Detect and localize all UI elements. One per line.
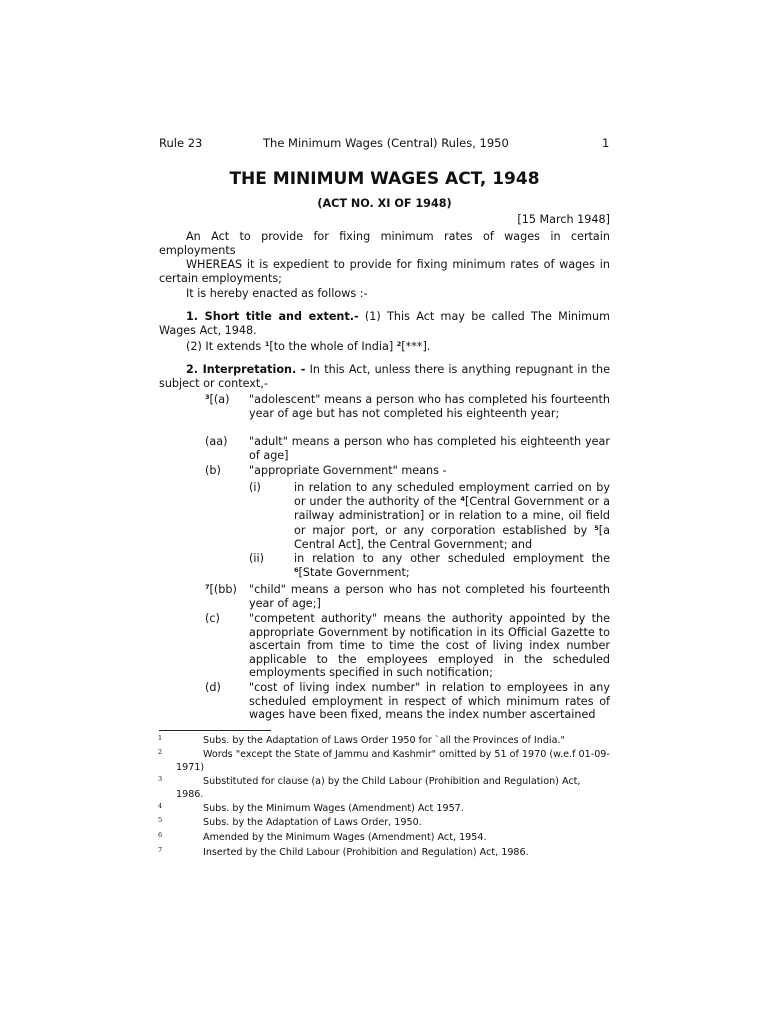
footnote-number: 3 xyxy=(158,775,163,783)
header-rule: Rule 23 xyxy=(159,136,203,150)
footnote-ref-5: 5 xyxy=(594,523,599,532)
clause-text: [State Government; xyxy=(298,565,410,579)
section-1 xyxy=(159,310,610,337)
footnote-number: 1 xyxy=(158,734,163,742)
clause-bb-term xyxy=(205,583,237,597)
clause-b-ii-text xyxy=(294,552,610,579)
clause-a-definition: "adolescent" means a person who has completed his fourteenth year of age but has not completed his eighteenth year; xyxy=(249,393,610,420)
footnote-ref-3: 3 xyxy=(205,393,210,401)
footnote-number: 7 xyxy=(158,846,163,854)
clause-b-term: (b) xyxy=(205,464,221,477)
section-2 xyxy=(159,363,610,390)
footnote-text: Subs. by the Minimum Wages (Amendment) Act 1957. xyxy=(203,803,464,814)
page-number: 1 xyxy=(602,136,610,150)
footnote-ref-2: 2 xyxy=(396,340,402,348)
clause-label: [(bb) xyxy=(209,583,237,596)
footnote-number: 6 xyxy=(158,831,163,839)
clause-b-i-label: (i) xyxy=(249,481,261,494)
preamble-line-3: It is hereby enacted as follows :- xyxy=(186,287,368,300)
footnote-number: 5 xyxy=(158,816,163,824)
clause-b-i-text xyxy=(294,481,610,552)
section-1-text: (1) This Act may be called The Minimum Wages Act, 1948. xyxy=(159,310,611,337)
clause-label: [(a) xyxy=(209,393,230,406)
footnote-ref-4: 4 xyxy=(460,495,465,504)
footnote-number: 2 xyxy=(158,748,163,756)
clause-aa-definition: "adult" means a person who has completed his eighteenth year of age] xyxy=(249,435,610,462)
footnote-text: Words "except the State of Jammu and Kashmir" omitted by 51 of 1970 (w.e.f 01-09-1971) xyxy=(176,749,610,773)
footnote-text: Substituted for clause (a) by the Child Labour (Prohibition and Regulation) Act, 1986. xyxy=(176,776,581,800)
enactment-date: [15 March 1948] xyxy=(517,213,610,226)
subsection-text: [to the whole of India] xyxy=(269,340,397,353)
clause-c-term: (c) xyxy=(205,612,220,625)
clause-b-definition: "appropriate Government" means - xyxy=(249,464,447,477)
clause-d-definition: "cost of living index number" in relation to employees in any scheduled employment in respect of which minimum rates of wages have been fixed, means the index number ascertained xyxy=(249,681,610,722)
header-title: The Minimum Wages (Central) Rules, 1950 xyxy=(263,136,509,150)
footnote-text: Subs. by the Adaptation of Laws Order, 1950. xyxy=(203,817,422,828)
subsection-text: (2) It extends xyxy=(186,340,265,353)
clause-a-term xyxy=(205,393,229,407)
section-2-heading: 2. Interpretation. - xyxy=(186,363,306,376)
clause-bb-definition: "child" means a person who has not completed his fourteenth year of age;] xyxy=(249,583,610,610)
section-1-heading: 1. Short title and extent.- xyxy=(186,310,359,323)
footnote-text: Amended by the Minimum Wages (Amendment) Act, 1954. xyxy=(203,832,487,843)
preamble-line-2: WHEREAS it is expedient to provide for fixing minimum rates of wages in certain employments; xyxy=(159,258,610,285)
section-2-text: In this Act, unless there is anything repugnant in the subject or context,- xyxy=(159,363,610,390)
act-number: (ACT NO. XI OF 1948) xyxy=(317,197,452,210)
footnote-ref-1: 1 xyxy=(264,340,270,348)
footnote-text: Subs. by the Adaptation of Laws Order 1950 for `all the Provinces of India." xyxy=(203,735,565,746)
footnote-text: Inserted by the Child Labour (Prohibition and Regulation) Act, 1986. xyxy=(203,847,529,858)
subsection-text: [***]. xyxy=(401,340,431,353)
footnote-separator xyxy=(159,730,271,731)
clause-text: [a Central Act], the Central Government; and xyxy=(294,523,610,551)
clause-c-definition: "competent authority" means the authority appointed by the appropriate Government by notification in its Official Gazette to ascertain from time to time the cost of living index number applicable to the employees employed in the scheduled employments specified in such notification; xyxy=(249,612,610,680)
footnote-ref-7: 7 xyxy=(205,583,210,591)
section-1-subsection-2 xyxy=(186,340,430,354)
clause-b-ii-label: (ii) xyxy=(249,552,264,565)
clause-d-term: (d) xyxy=(205,681,221,694)
clause-text: in relation to any other scheduled employment the xyxy=(294,552,610,565)
footnote-ref-6: 6 xyxy=(294,565,299,574)
document-title: THE MINIMUM WAGES ACT, 1948 xyxy=(229,169,540,189)
clause-text: in relation to any scheduled employment carried on by or under the authority of the xyxy=(294,481,610,509)
preamble-line-1: An Act to provide for fixing minimum rates of wages in certain employments xyxy=(159,230,610,257)
clause-text: [Central Government or a railway administration] or in relation to a mine, oil field or major port, or any corporation established by xyxy=(294,495,610,537)
clause-aa-term: (aa) xyxy=(205,435,228,448)
footnote-number: 4 xyxy=(158,802,163,810)
